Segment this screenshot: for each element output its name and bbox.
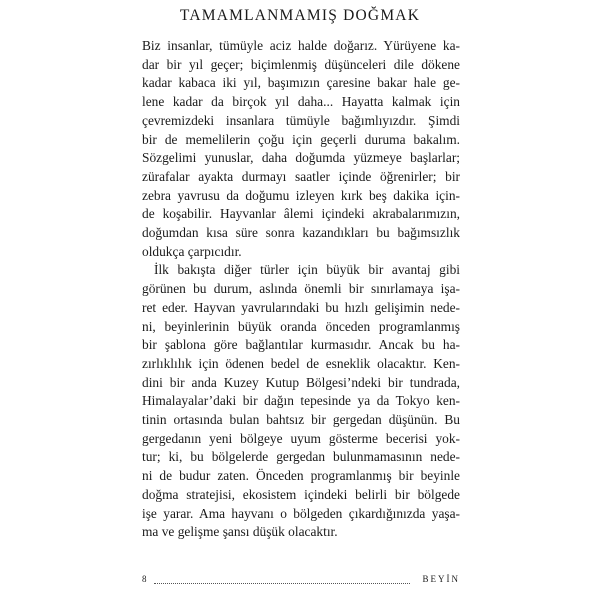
text-line: ret eder. Hayvan yavrularındaki bu hızlı gelişimin nede- bbox=[142, 299, 460, 315]
text-line: zebra yavrusu da doğumu izleyen kırk beş dakika için- bbox=[142, 187, 460, 203]
text-line: ni de budur zaten. Önceden programlanmış bir beyinle bbox=[142, 468, 460, 484]
page-footer bbox=[142, 574, 460, 588]
text-line: tur; ki, bu bölgelerde gergedan bulunmamasının nede- bbox=[142, 449, 460, 465]
text-line: görünen bu durum, aslında önemli bir sınırlamaya işa- bbox=[142, 281, 460, 297]
text-line: Sözgelimi yunuslar, daha doğumda yüzmeye başlarlar; bbox=[142, 150, 460, 166]
text-line: dini bir anda Kuzey Kutup Bölgesi’ndeki bir tundrada, bbox=[142, 374, 460, 390]
text-line: doğma stratejisi, ekosistem içindeki belirli bir bölgede bbox=[142, 486, 460, 502]
text-line: bir şablona göre bağlantılar kurmasıdır. Ancak bu ha- bbox=[142, 337, 460, 353]
text-line: gergedanın yeni bölgeye uyum gösterme becerisi yok- bbox=[142, 430, 460, 446]
running-header-title: TAMAMLANMAMIŞ DOĞMAK bbox=[179, 7, 421, 24]
text-line: zürafalar ayakta durmayı saatler içinde öğrenirler; bir bbox=[142, 168, 460, 184]
body-text bbox=[142, 37, 460, 542]
text-line: çevremizdeki insanlara tümüyle bağımlıyızdır. Şimdi bbox=[142, 112, 460, 128]
running-footer-title: BEYİN bbox=[422, 574, 460, 584]
text-line: ni, beyinlerinin büyük oranda önceden programlanmış bbox=[142, 318, 460, 334]
paragraph-1 bbox=[142, 37, 460, 261]
paragraph-2 bbox=[142, 261, 460, 542]
text-line: ma ve gelişme şansı düşük olacaktır. bbox=[142, 524, 338, 540]
text-line: işe yarar. Ama hayvanı o bölgeden çıkardığınızda yaşa- bbox=[142, 505, 460, 521]
text-line: tinin ortasında bulan bahtsız bir gergedan düşünün. Bu bbox=[142, 412, 460, 428]
text-line: Biz insanlar, tümüyle aciz halde doğarız. Yürüyene ka- bbox=[142, 38, 460, 53]
text-line: İlk bakışta diğer türler için büyük bir avantaj gibi bbox=[154, 262, 460, 278]
text-line: lene kadar da birçok yıl daha... Hayatta kalmak için bbox=[142, 94, 460, 110]
dotted-leader bbox=[154, 583, 410, 584]
text-line: de koşabilir. Hayvanlar âlemi içindeki akrabalarımızın, bbox=[142, 206, 460, 222]
text-line: doğumdan kısa süre sonra kazandıkları bu bağımsızlık bbox=[142, 225, 460, 241]
page-number: 8 bbox=[142, 574, 147, 584]
text-line: Himalayalar’daki bir dağın tepesinde ya da Tokyo ken- bbox=[142, 393, 460, 409]
text-line: dar bir yıl geçer; biçimlenmiş düşünceleri dile dökene bbox=[142, 56, 460, 72]
text-line: bir de memelilerin çoğu için geçerli duruma bakalım. bbox=[142, 131, 460, 147]
text-line: oldukça çarpıcıdır. bbox=[142, 243, 242, 259]
text-line: kadar kabaca iki yıl, başımızın çaresine bakar hale ge- bbox=[142, 75, 460, 91]
text-line: zırlıklılık için ödenen bedel de esneklik olacaktır. Ken- bbox=[142, 355, 460, 371]
